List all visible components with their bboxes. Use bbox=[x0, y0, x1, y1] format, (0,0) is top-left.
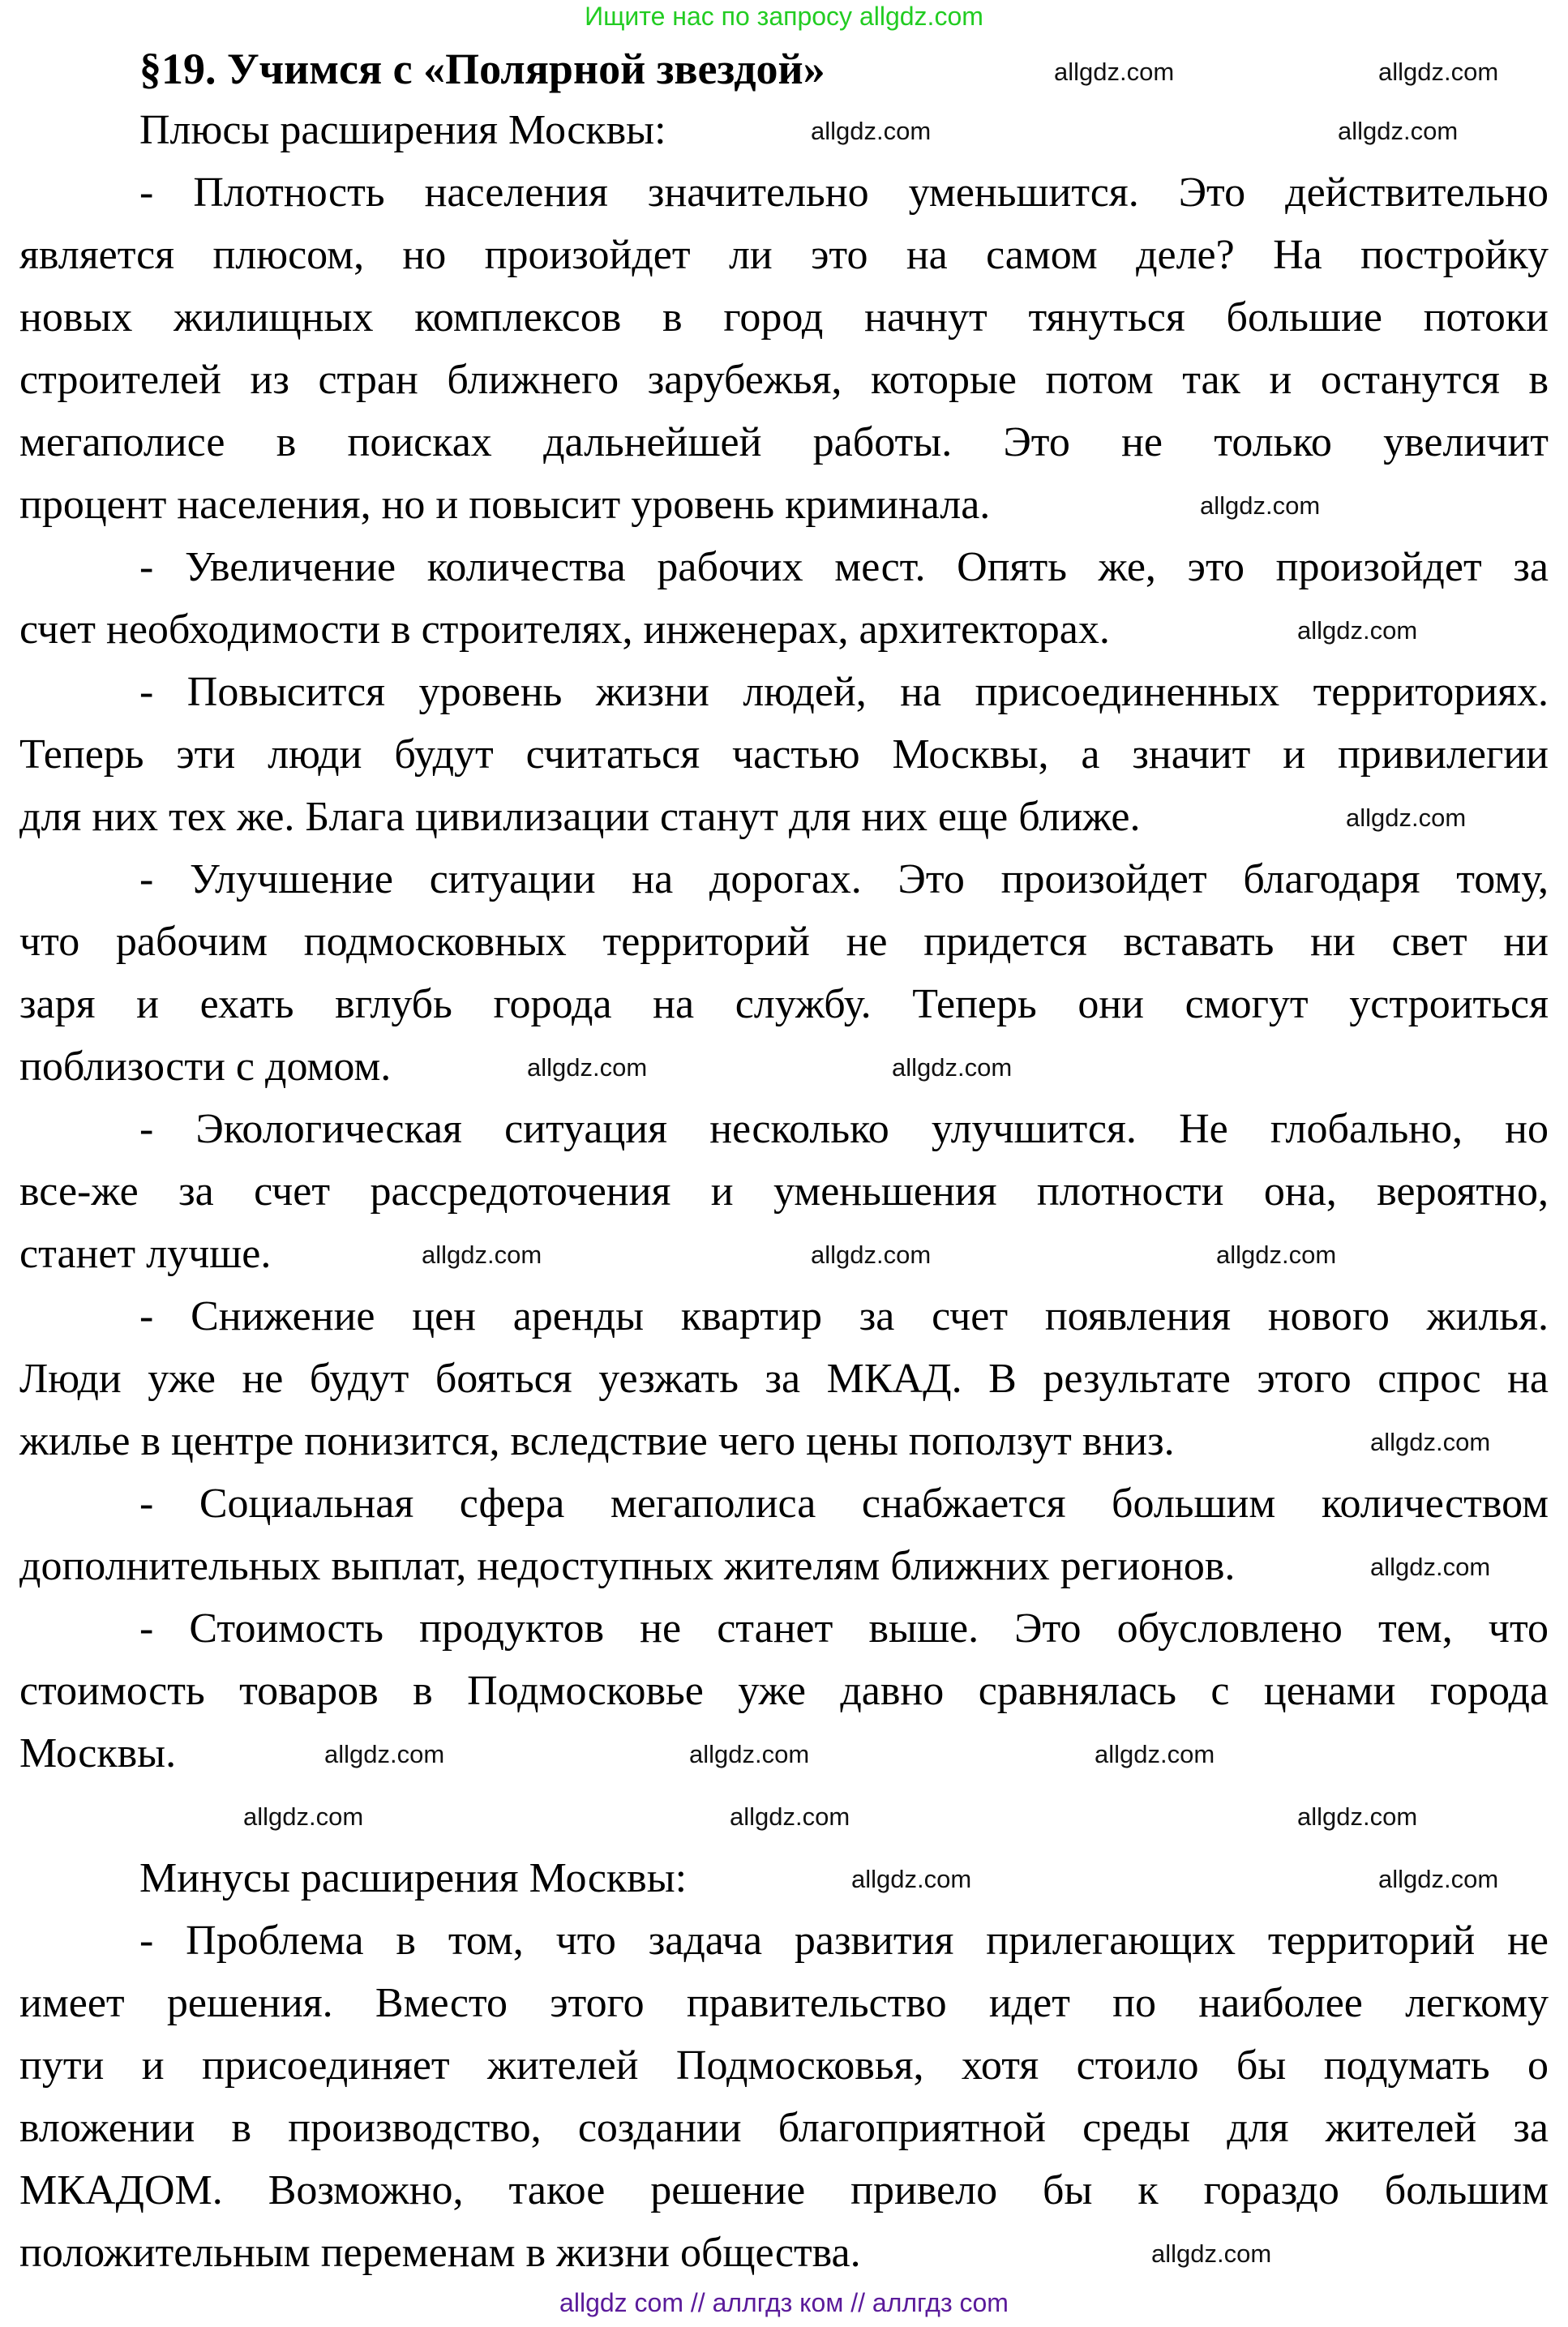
watermark: allgdz.com bbox=[730, 1802, 850, 1831]
watermark: allgdz.com bbox=[1095, 1740, 1215, 1768]
watermark: allgdz.com bbox=[1216, 1241, 1337, 1269]
text-line: - Снижение цен аренды квартир за счет появления нового жилья. bbox=[139, 1293, 1549, 1339]
text-line: станет лучше. bbox=[19, 1231, 272, 1277]
text-line: стоимость товаров в Подмосковье уже давно сравнялась с ценами города bbox=[19, 1668, 1549, 1714]
text-line: имеет решения. Вместо этого правительство идет по наиболее легкому bbox=[19, 1980, 1549, 2026]
text-line: жилье в центре понизится, вследствие чего цены поползут вниз. bbox=[19, 1418, 1175, 1464]
text-line: для них тех же. Блага цивилизации станут для них еще ближе. bbox=[19, 794, 1141, 840]
text-line: Люди уже не будут бояться уезжать за МКАД. В результате этого спрос на bbox=[19, 1356, 1549, 1402]
text-line: пути и присоединяет жителей Подмосковья, хотя стоило бы подумать о bbox=[19, 2042, 1549, 2089]
text-line: новых жилищных комплексов в город начнут тянуться большие потоки bbox=[19, 294, 1549, 341]
watermark: allgdz.com bbox=[1054, 58, 1175, 86]
watermark: allgdz.com bbox=[1338, 117, 1459, 145]
watermark: allgdz.com bbox=[851, 1865, 972, 1893]
search-hint-banner: Ищите нас по запросу allgdz.com bbox=[585, 2, 983, 31]
watermark: allgdz.com bbox=[1378, 58, 1499, 86]
text-line: все-же за счет рассредоточения и уменьшения плотности она, вероятно, bbox=[19, 1168, 1549, 1215]
text-line: является плюсом, но произойдет ли это на самом деле? На постройку bbox=[19, 232, 1549, 278]
text-line: - Плотность населения значительно уменьшится. Это действительно bbox=[139, 169, 1549, 216]
watermark: allgdz.com bbox=[1151, 2239, 1272, 2268]
watermark: allgdz.com bbox=[1370, 1553, 1491, 1581]
text-line: - Экологическая ситуация несколько улучшится. Не глобально, но bbox=[139, 1106, 1549, 1152]
text-line: дополнительных выплат, недоступных жителям ближних регионов. bbox=[19, 1543, 1236, 1589]
footer-watermark: allgdz com // аллгдз ком // аллгдз com bbox=[559, 2288, 1009, 2317]
text-line: - Социальная сфера мегаполиса снабжается большим количеством bbox=[139, 1481, 1549, 1527]
text-line: процент населения, но и повысит уровень криминала. bbox=[19, 482, 991, 528]
watermark: allgdz.com bbox=[1370, 1428, 1491, 1456]
text-line: положительным переменам в жизни общества. bbox=[19, 2230, 861, 2276]
watermark: allgdz.com bbox=[422, 1241, 542, 1269]
watermark: allgdz.com bbox=[243, 1802, 364, 1831]
section-title: §19. Учимся с «Полярной звездой» bbox=[139, 45, 825, 93]
watermark: allgdz.com bbox=[1297, 616, 1418, 645]
watermark: allgdz.com bbox=[527, 1053, 648, 1082]
watermark: allgdz.com bbox=[324, 1740, 445, 1768]
watermark: allgdz.com bbox=[1346, 804, 1467, 832]
text-line: заря и ехать вглубь города на службу. Теперь они смогут устроиться bbox=[19, 981, 1549, 1027]
text-line: счет необходимости в строителях, инженерах, архитекторах. bbox=[19, 606, 1110, 653]
section-heading: Плюсы расширения Москвы: bbox=[139, 107, 666, 153]
text-line: - Увеличение количества рабочих мест. Опять же, это произойдет за bbox=[139, 544, 1549, 590]
watermark: allgdz.com bbox=[892, 1053, 1013, 1082]
text-line: - Стоимость продуктов не станет выше. Это обусловлено тем, что bbox=[139, 1605, 1549, 1652]
text-line: вложении в производство, создании благоприятной среды для жителей за bbox=[19, 2105, 1549, 2151]
watermark: allgdz.com bbox=[1200, 491, 1321, 520]
watermark: allgdz.com bbox=[689, 1740, 810, 1768]
text-line: Теперь эти люди будут считаться частью Москвы, а значит и привилегии bbox=[19, 731, 1549, 778]
text-line: что рабочим подмосковных территорий не придется вставать ни свет ни bbox=[19, 919, 1549, 965]
text-line: - Проблема в том, что задача развития прилегающих территорий не bbox=[139, 1918, 1549, 1964]
text-line: поблизости с домом. bbox=[19, 1044, 392, 1090]
watermark: allgdz.com bbox=[1297, 1802, 1418, 1831]
watermark: allgdz.com bbox=[811, 1241, 932, 1269]
text-line: - Повысится уровень жизни людей, на присоединенных территориях. bbox=[139, 669, 1549, 715]
section-heading: Минусы расширения Москвы: bbox=[139, 1855, 688, 1901]
text-line: Москвы. bbox=[19, 1730, 177, 1776]
text-line: мегаполисе в поисках дальнейшей работы. Это не только увеличит bbox=[19, 419, 1549, 465]
text-line: - Улучшение ситуации на дорогах. Это произойдет благодаря тому, bbox=[139, 856, 1549, 902]
watermark: allgdz.com bbox=[811, 117, 932, 145]
watermark: allgdz.com bbox=[1378, 1865, 1499, 1893]
text-line: МКАДОМ. Возможно, такое решение привело бы к гораздо большим bbox=[19, 2167, 1549, 2213]
text-line: строителей из стран ближнего зарубежья, которые потом так и останутся в bbox=[19, 357, 1549, 403]
